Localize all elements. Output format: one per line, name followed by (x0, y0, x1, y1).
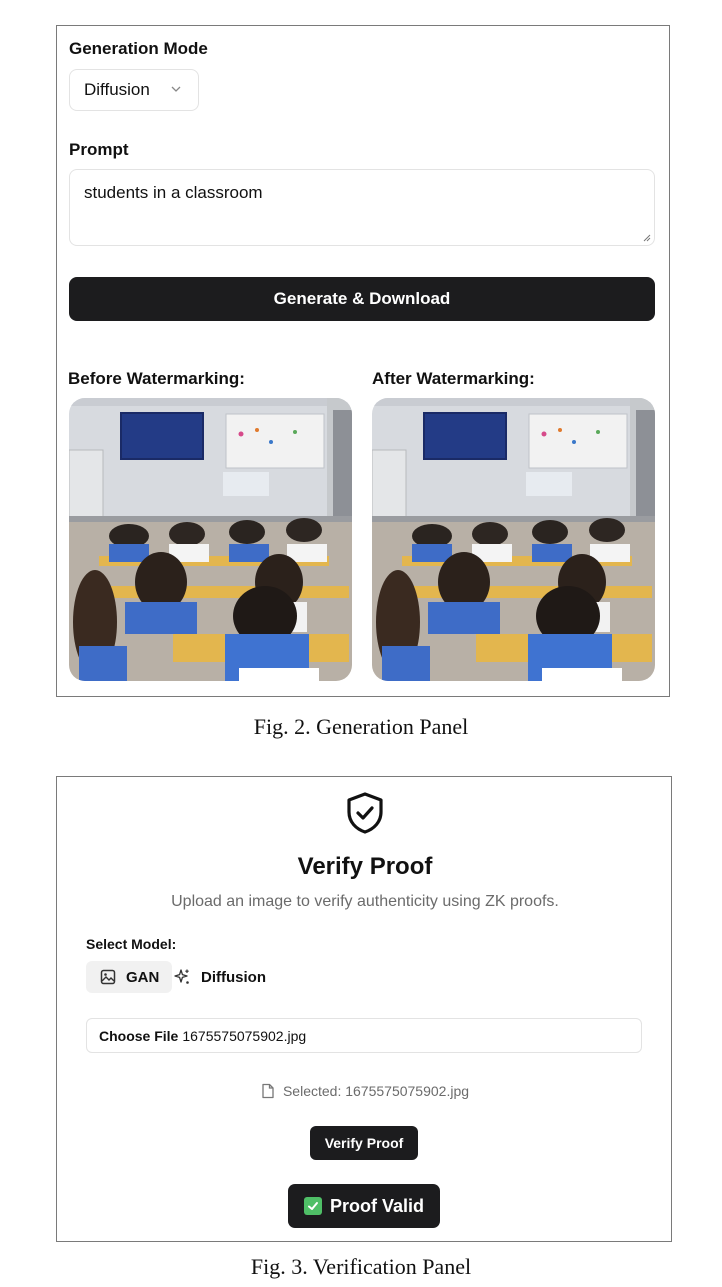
file-input[interactable] (86, 1018, 642, 1053)
after-watermarking-label: After Watermarking: (372, 369, 535, 388)
before-watermarking-label: Before Watermarking: (68, 369, 245, 388)
generation-mode-label: Generation Mode (69, 39, 208, 58)
after-watermark-image (372, 398, 655, 681)
model-option-gan[interactable] (86, 961, 172, 993)
shield-check-icon (345, 791, 385, 835)
generation-panel (56, 25, 670, 697)
prompt-textarea[interactable] (69, 169, 655, 246)
generate-download-button[interactable]: Generate & Download (69, 277, 655, 321)
image-icon (100, 969, 116, 985)
prompt-label: Prompt (69, 140, 129, 159)
proof-result-badge (288, 1184, 440, 1228)
figure-2-caption: Fig. 2. Generation Panel (253, 714, 469, 739)
model-option-gan-label: GAN (126, 968, 160, 986)
chevron-down-icon (170, 83, 182, 95)
file-name: 1675575075902.jpg (182, 1027, 307, 1044)
file-icon (261, 1083, 275, 1099)
prompt-value: students in a classroom (84, 183, 263, 202)
generation-mode-select[interactable] (69, 69, 199, 111)
check-square-icon (304, 1197, 322, 1215)
verify-proof-title: Verify Proof (297, 853, 433, 880)
verify-proof-button[interactable]: Verify Proof (310, 1126, 418, 1160)
model-option-diffusion[interactable] (173, 961, 266, 993)
select-model-label: Select Model: (86, 936, 177, 952)
generation-mode-value: Diffusion (84, 80, 150, 99)
selected-file-status (57, 1083, 673, 1099)
resize-handle-icon[interactable] (641, 232, 651, 242)
verify-subtitle: Upload an image to verify authenticity using ZK proofs. (171, 893, 559, 910)
before-watermark-image (69, 398, 352, 681)
choose-file-button[interactable]: Choose File (99, 1027, 179, 1044)
verification-panel (56, 776, 672, 1242)
sparkles-icon (173, 968, 191, 986)
figure-3-caption: Fig. 3. Verification Panel (250, 1254, 472, 1279)
selected-file-text: Selected: 1675575075902.jpg (282, 1083, 470, 1099)
model-option-diffusion-label: Diffusion (201, 968, 266, 986)
proof-result-text: Proof Valid (329, 1195, 425, 1216)
